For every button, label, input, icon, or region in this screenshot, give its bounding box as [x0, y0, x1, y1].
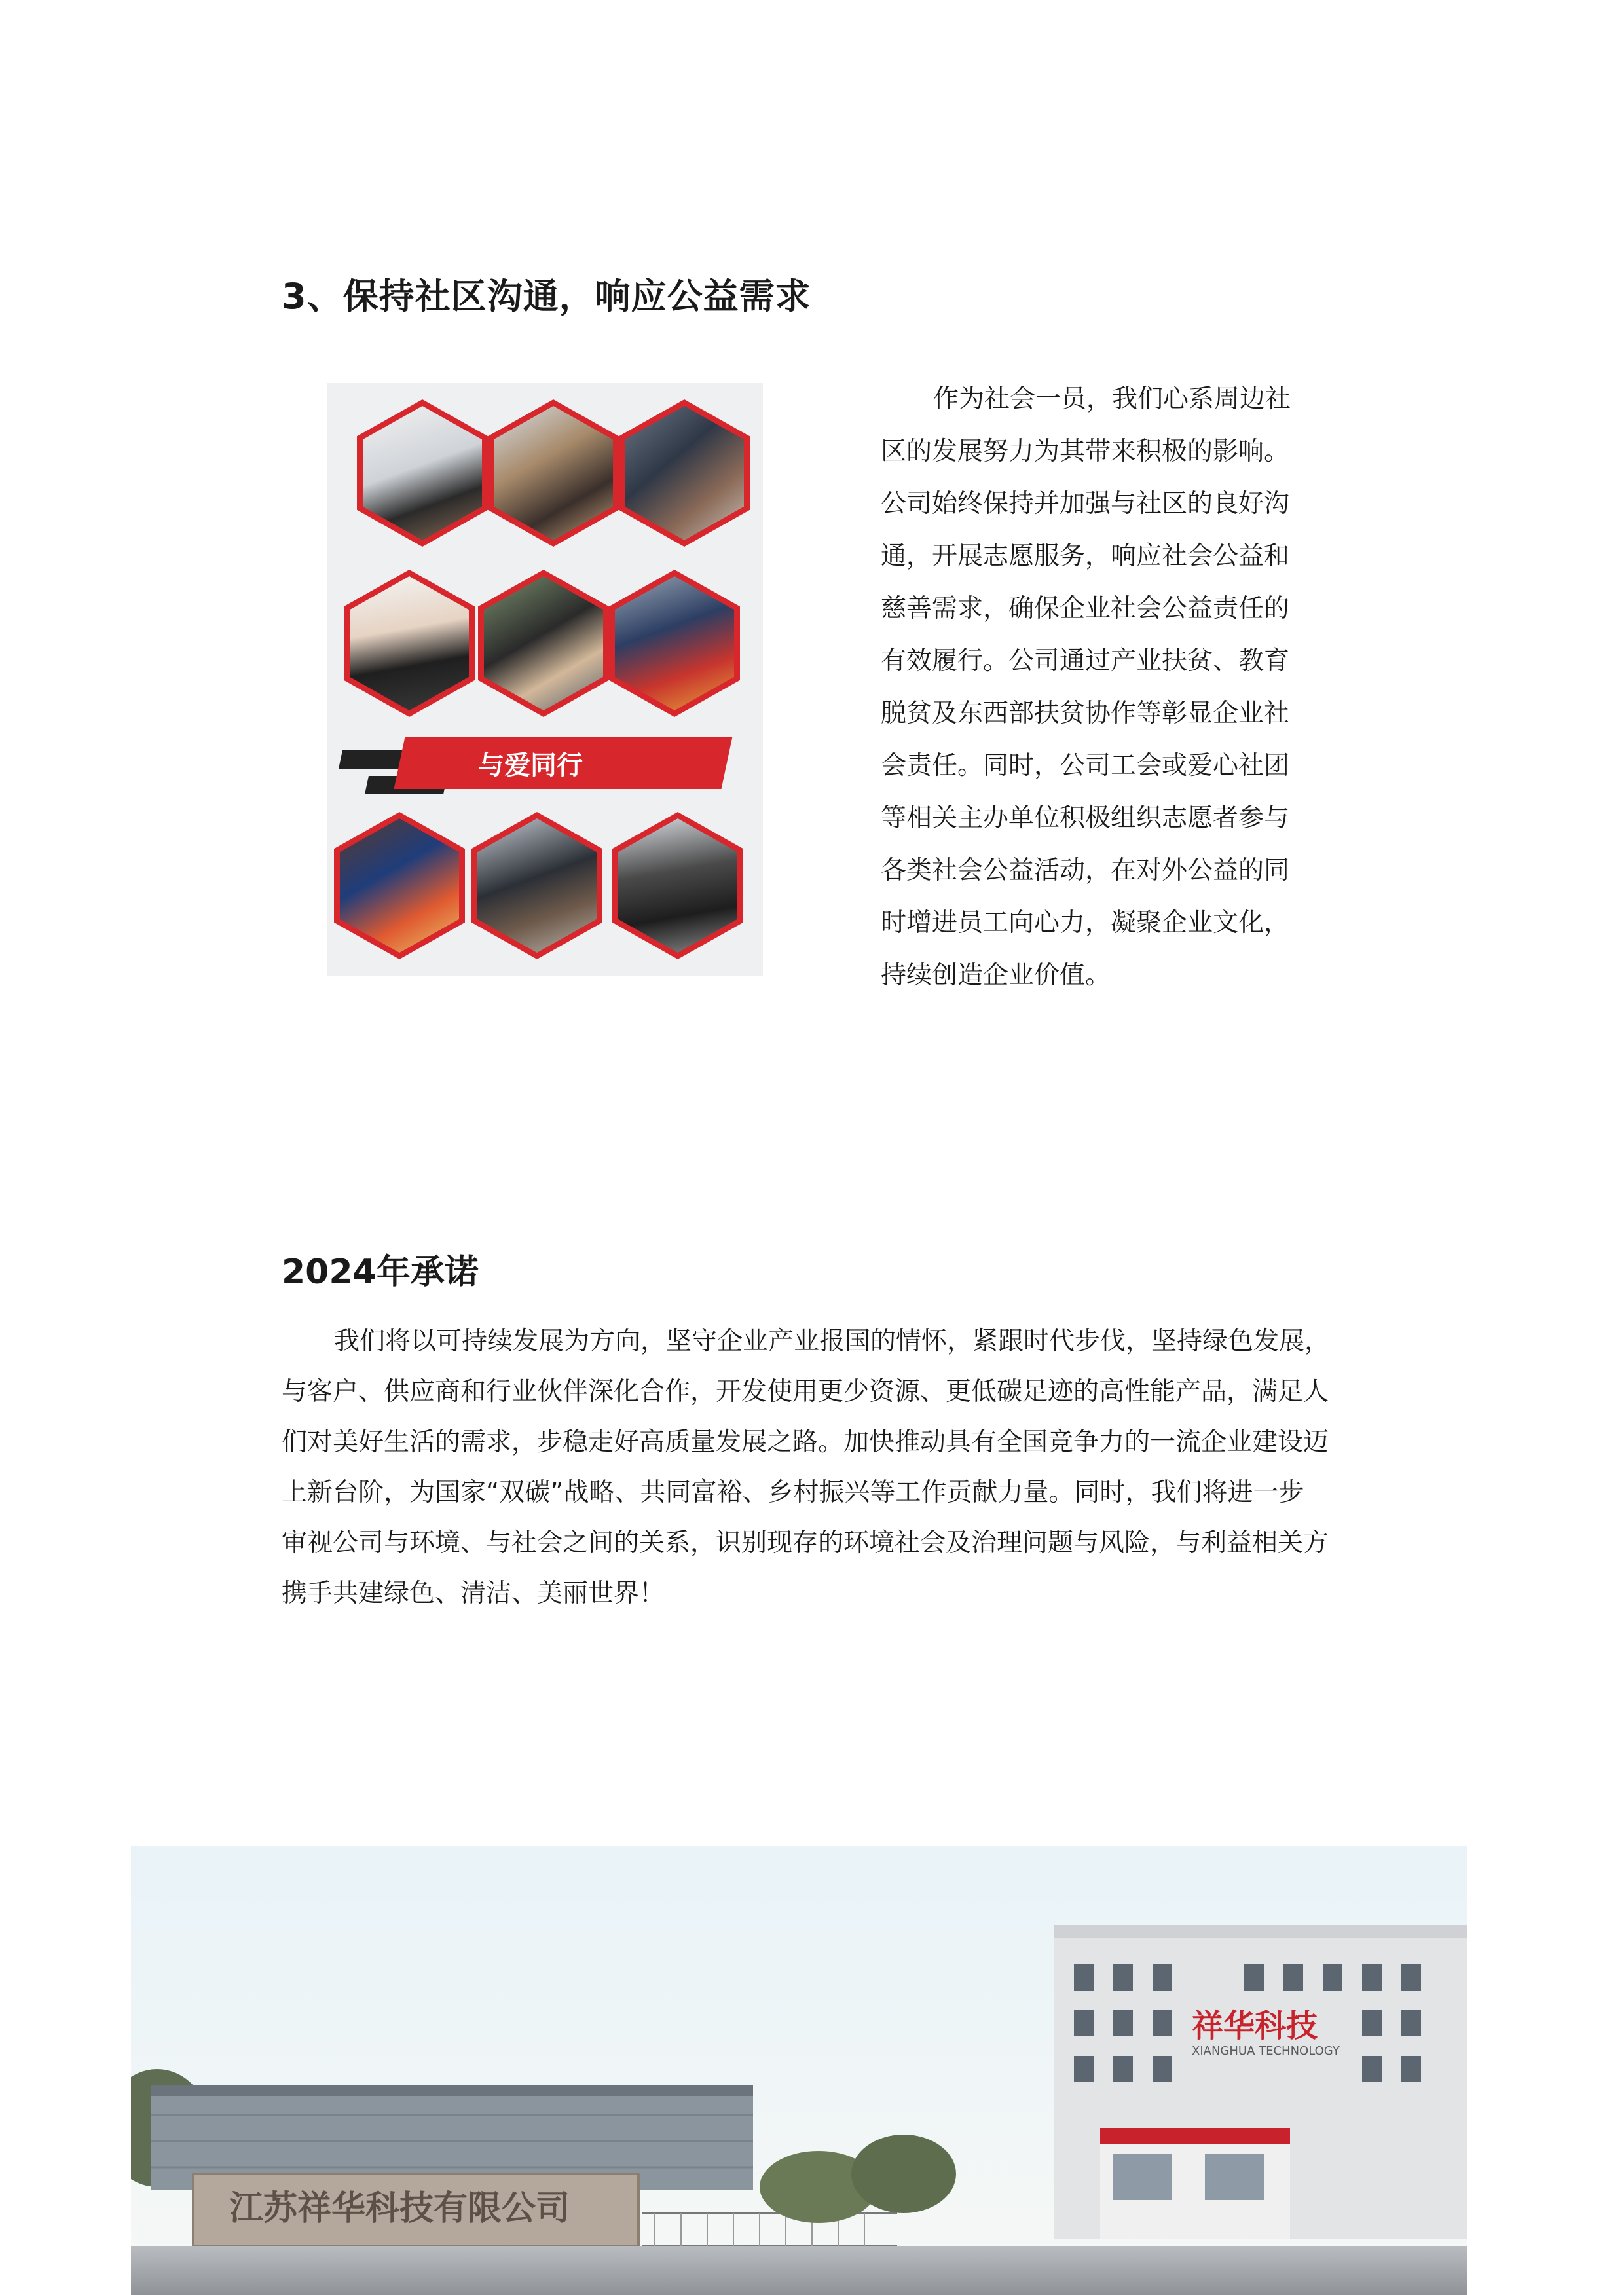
paragraph-line: 审视公司与环境、与社会之间的关系，识别现存的环境社会及治理问题与风险，与利益相关方 — [282, 1528, 1329, 1558]
paragraph-line: 我们将以可持续发展为方向，坚守企业产业报国的情怀，紧跟时代步伐，坚持绿色发展， — [334, 1327, 1331, 1356]
gate-sign-text: 江苏祥华科技有限公司 — [229, 2188, 570, 2228]
commitment-paragraph — [282, 1316, 1382, 1619]
paragraph-line: 等相关主办单位积极组织志愿者参与 — [881, 803, 1290, 833]
paragraph-line: 公司始终保持并加强与社区的良好沟 — [881, 489, 1290, 519]
paragraph-line: 有效履行。公司通过产业扶贫、教育 — [881, 646, 1290, 676]
paragraph-line: 上新台阶，为国家“双碳”战略、共同富裕、乡村振兴等工作贡献力量。同时，我们将进一步 — [282, 1478, 1304, 1507]
paragraph-line: 时增进员工向心力，凝聚企业文化， — [881, 908, 1290, 938]
building-sign-subtext: XIANGHUA TECHNOLOGY — [1192, 2044, 1340, 2058]
collage-hex-photo — [334, 812, 465, 959]
paragraph-line: 作为社会一员，我们心系周边社 — [933, 384, 1291, 414]
collage-hex-photo — [344, 570, 475, 717]
collage-hex-photo — [357, 399, 488, 547]
paragraph-line: 脱贫及东西部扶贫协作等彰显企业社 — [881, 699, 1290, 728]
paragraph-line: 持续创造企业价值。 — [881, 961, 1111, 990]
collage-hex-photo — [471, 812, 602, 959]
collage-banner-text: 与爱同行 — [478, 750, 583, 780]
building-sign-text: 祥华科技 — [1192, 2008, 1318, 2044]
company-building-photo — [131, 1846, 1467, 2295]
paragraph-line: 各类社会公益活动，在对外公益的同 — [881, 856, 1290, 885]
paragraph-line: 会责任。同时，公司工会或爱心社团 — [881, 751, 1290, 780]
collage-hex-photo — [612, 812, 743, 959]
collage-hex-photo — [609, 570, 740, 717]
paragraph-line: 区的发展努力为其带来积极的影响。 — [881, 437, 1290, 466]
paragraph-line: 们对美好生活的需求，步稳走好高质量发展之路。加快推动具有全国竞争力的一流企业建设迈 — [282, 1427, 1329, 1457]
paragraph-line: 携手共建绿色、清洁、美丽世界！ — [282, 1579, 665, 1608]
collage-hex-photo — [488, 399, 619, 547]
paragraph-line: 通，开展志愿服务，响应社会公益和 — [881, 542, 1290, 571]
section-paragraph — [881, 373, 1326, 1002]
charity-photo-collage — [327, 383, 763, 976]
section-title: 3、保持社区沟通，响应公益需求 — [282, 276, 811, 317]
collage-hex-photo — [619, 399, 750, 547]
collage-hex-photo — [478, 570, 609, 717]
paragraph-line: 与客户、供应商和行业伙伴深化合作，开发使用更少资源、更低碳足迹的高性能产品，满足人 — [282, 1377, 1329, 1406]
paragraph-line: 慈善需求，确保企业社会公益责任的 — [881, 594, 1290, 623]
commitment-title: 2024年承诺 — [282, 1253, 479, 1292]
